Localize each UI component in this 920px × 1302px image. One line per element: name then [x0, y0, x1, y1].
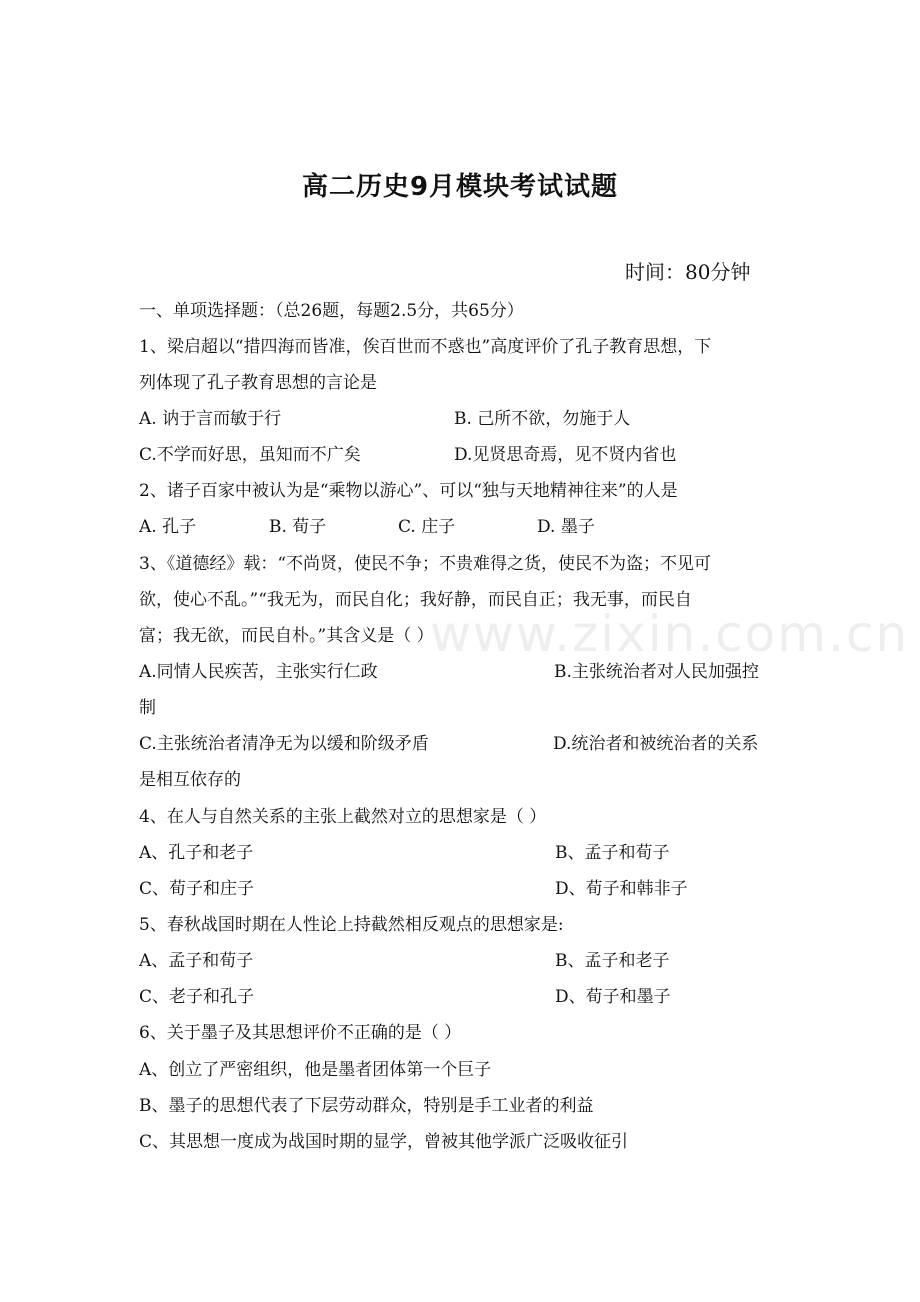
question-2-option-c: C. 庄子 — [398, 517, 456, 537]
question-1-option-b: B. 己所不欲，勿施于人 — [454, 409, 631, 429]
question-4-option-c: C、荀子和庄子 — [139, 879, 255, 899]
question-6-stem: 6、关于墨子及其思想评价不正确的是（ ） — [139, 1023, 462, 1043]
question-3-option-d-cont: 是相互依存的 — [139, 770, 241, 790]
question-4-stem: 4、在人与自然关系的主张上截然对立的思想家是（ ） — [139, 807, 547, 827]
question-5-option-b: B、孟子和老子 — [555, 951, 670, 971]
question-6-option-c: C、其思想一度成为战国时期的显学，曾被其他学派广泛吸收征引 — [139, 1132, 629, 1152]
question-3-option-c: C.主张统治者清净无为以缓和阶级矛盾 — [139, 734, 429, 754]
question-6-option-b: B、墨子的思想代表了下层劳动群众，特别是手工业者的利益 — [139, 1096, 594, 1116]
question-2-option-b: B. 荀子 — [269, 517, 327, 537]
question-1-stem-cont: 列体现了孔子教育思想的言论是 — [139, 373, 377, 393]
page-title: 高二历史9月模块考试试题 — [301, 172, 619, 202]
question-5-option-a: A、孟子和荀子 — [139, 951, 254, 971]
question-3-stem-cont: 欲，使心不乱。”“我无为，而民自化；我好静，而民自正；我无事，而民自 — [139, 590, 692, 610]
question-4-option-a: A、孔子和老子 — [139, 843, 254, 863]
question-6-option-a: A、创立了严密组织，他是墨者团体第一个巨子 — [139, 1060, 492, 1080]
question-4-option-d: D、荀子和韩非子 — [555, 879, 688, 899]
question-2-option-d: D. 墨子 — [537, 517, 595, 537]
exam-time: 时间：80分钟 — [625, 260, 751, 284]
section-heading: 一、单项选择题：（总26题，每题2.5分，共65分） — [139, 301, 524, 321]
question-4-option-b: B、孟子和荀子 — [555, 843, 670, 863]
question-2-option-a: A. 孔子 — [139, 517, 197, 537]
question-2-stem: 2、诸子百家中被认为是“乘物以游心”、可以“独与天地精神往来”的人是 — [139, 481, 678, 501]
watermark: www.zixin.com.cn — [430, 605, 910, 663]
question-5-option-c: C、老子和孔子 — [139, 987, 255, 1007]
question-1-option-c: C.不学而好思，虽知而不广矣 — [139, 445, 361, 465]
question-3-option-b-cont: 制 — [139, 698, 156, 718]
question-3-option-d: D.统治者和被统治者的关系 — [553, 734, 759, 754]
question-1-option-a: A. 讷于言而敏于行 — [139, 409, 282, 429]
question-5-option-d: D、荀子和墨子 — [555, 987, 671, 1007]
question-3-stem: 3、《道德经》载：“不尚贤，使民不争；不贵难得之货，使民不为盗；不见可 — [139, 554, 712, 574]
question-3-option-b: B.主张统治者对人民加强控 — [554, 662, 759, 682]
question-3-stem-cont: 富；我无欲，而民自朴。”其含义是（ ） — [139, 626, 434, 646]
question-3-option-a: A.同情人民疾苦，主张实行仁政 — [139, 662, 378, 682]
question-1-option-d: D.见贤思奇焉，见不贤内省也 — [454, 445, 677, 465]
question-1-stem: 1、梁启超以“措四海而皆准，俟百世而不惑也”高度评价了孔子教育思想，下 — [139, 337, 712, 357]
question-5-stem: 5、春秋战国时期在人性论上持截然相反观点的思想家是: — [139, 915, 564, 935]
